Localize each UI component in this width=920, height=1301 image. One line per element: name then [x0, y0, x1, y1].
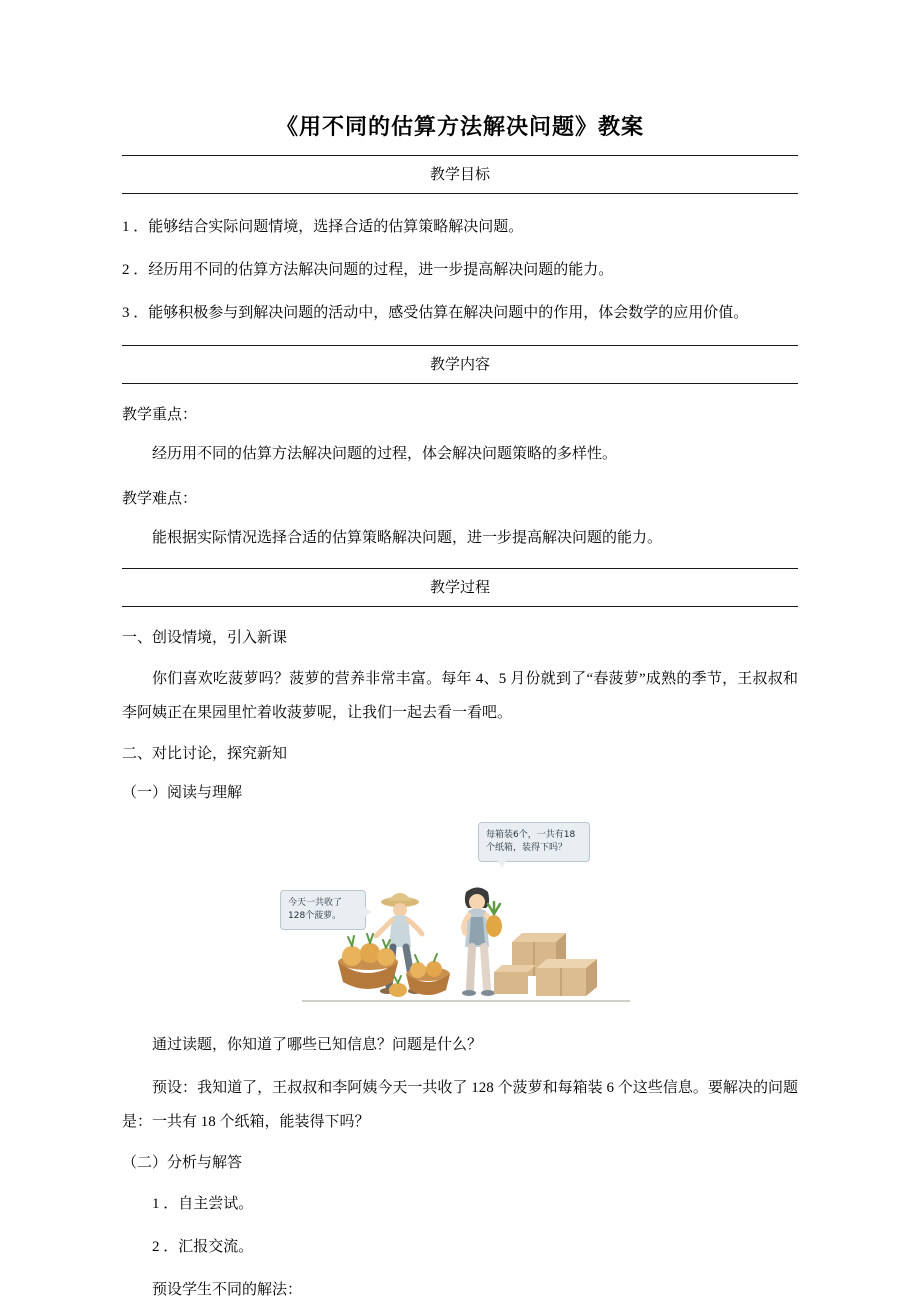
process-step-2-title: 二、对比讨论，探究新知: [122, 746, 288, 762]
teaching-difficulty-text: 能根据实际情况选择合适的估算策略解决问题，进一步提高解决问题的能力。: [152, 530, 663, 546]
process-step-1-body: 你们喜欢吃菠萝吗？菠萝的营养非常丰富。每年 4、5 月份就到了“春菠萝”成熟的季节，王叔叔和李阿姨正在果园里忙着收菠萝呢，让我们一起去看一看吧。: [122, 671, 798, 721]
illustration-figure: [122, 822, 798, 1012]
speech-bubble-right: 每箱装6个，一共有18个纸箱，装得下吗？: [478, 822, 590, 862]
speech-bubble-left: 今天一共收了128个菠萝。: [280, 890, 366, 930]
section-heading-process: 教学过程: [122, 568, 798, 607]
teaching-focus-text: 经历用不同的估算方法解决问题的过程，体会解决问题策略的多样性。: [152, 446, 618, 462]
process-subsection-1-title: （一）阅读与理解: [122, 785, 243, 801]
pineapple-harvest-scene: [280, 822, 640, 1012]
analysis-item-1: 1 ．自主尝试。: [152, 1196, 254, 1212]
process-subsection-2-title: （二）分析与解答: [122, 1155, 243, 1171]
analysis-item-2: 2 ．汇报交流。: [152, 1239, 254, 1255]
objective-item-1: 1 ．能够结合实际问题情境，选择合适的估算策略解决问题。: [122, 219, 524, 235]
objective-item-3: 3 ．能够积极参与到解决问题的活动中，感受估算在解决问题中的作用，体会数学的应用价值。: [122, 305, 749, 321]
teaching-focus-label: 教学重点：: [122, 407, 198, 423]
reading-answer: 预设：我知道了，王叔叔和李阿姨今天一共收了 128 个菠萝和每箱装 6 个这些信息。要解决的问题是：一共有 18 个纸箱，能装得下吗？: [122, 1080, 798, 1130]
ground-line: [302, 1000, 630, 1002]
page-title: 《用不同的估算方法解决问题》教案: [275, 114, 644, 140]
analysis-item-3: 预设学生不同的解法：: [152, 1282, 303, 1298]
section-heading-content: 教学内容: [122, 345, 798, 384]
teaching-difficulty-label: 教学难点：: [122, 491, 198, 507]
process-step-1-title: 一、创设情境，引入新课: [122, 630, 288, 646]
section-heading-objectives: 教学目标: [122, 155, 798, 194]
reading-question: 通过读题，你知道了哪些已知信息？问题是什么？: [152, 1037, 483, 1053]
objective-item-2: 2 ．经历用不同的估算方法解决问题的过程，进一步提高解决问题的能力。: [122, 262, 614, 278]
